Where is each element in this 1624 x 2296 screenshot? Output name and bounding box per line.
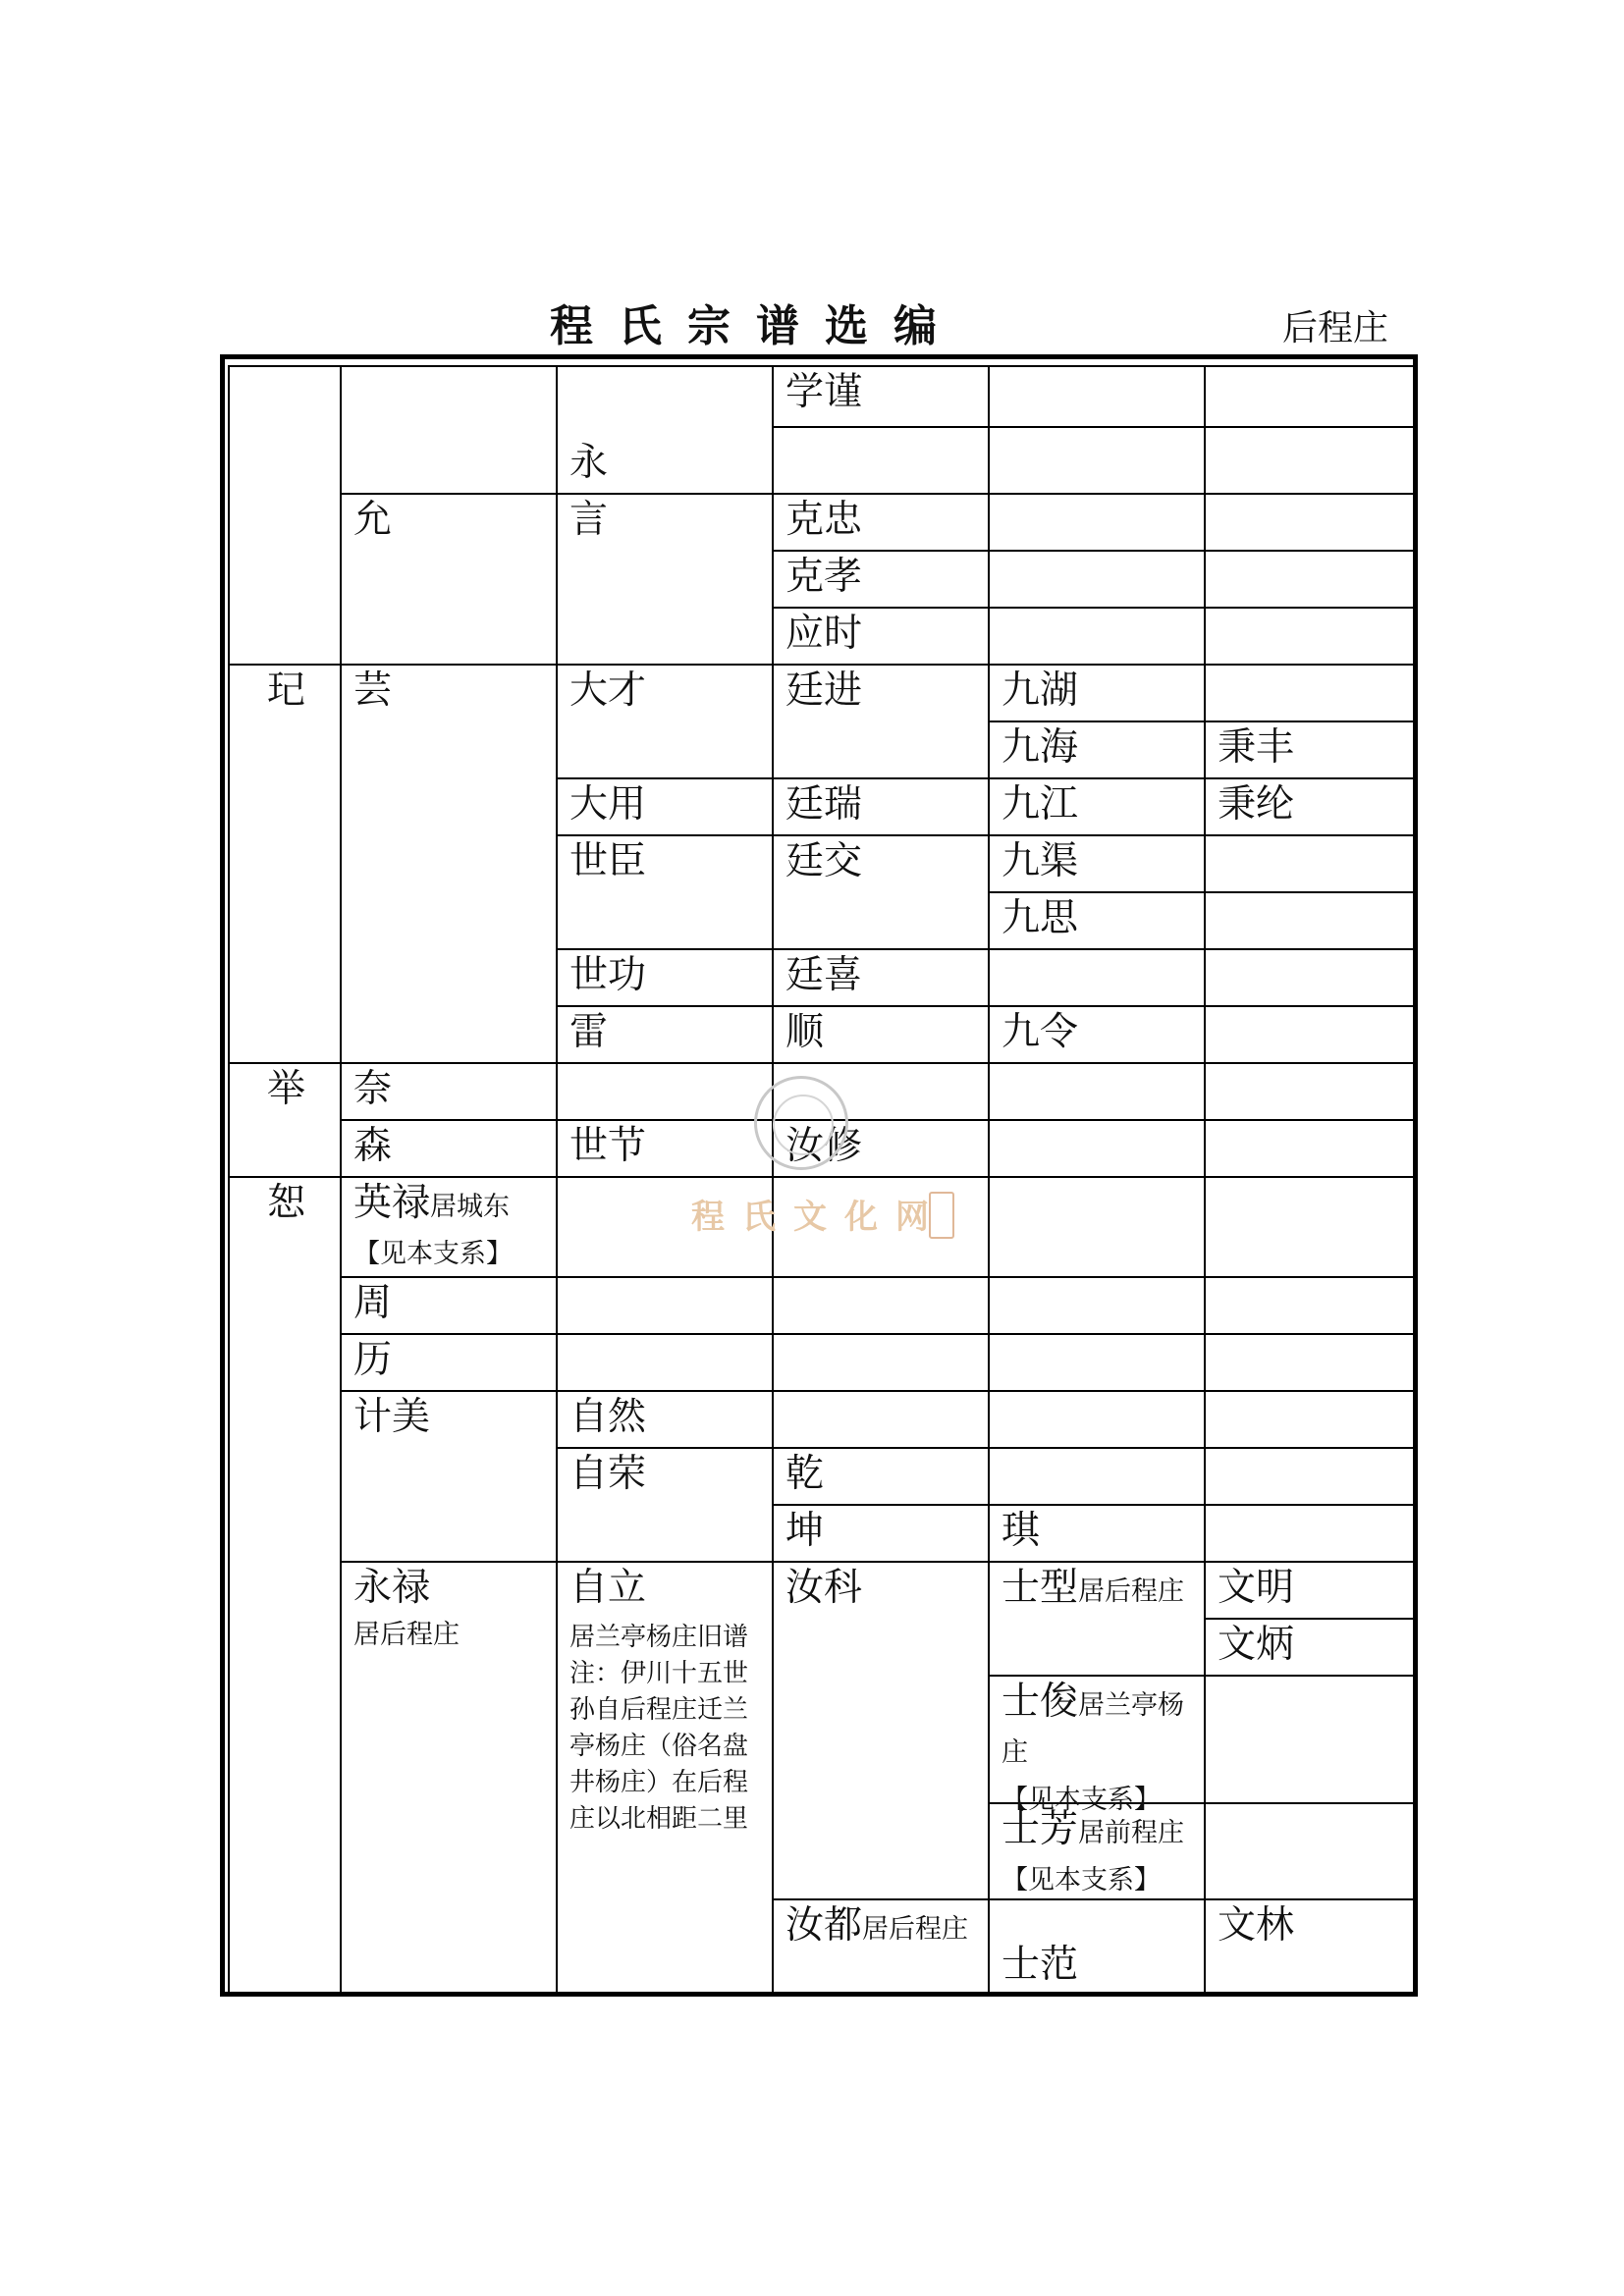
name-cell: 廷喜 bbox=[785, 953, 863, 997]
name-cell-rudu bbox=[772, 1898, 988, 1951]
name-cell: 森 bbox=[353, 1124, 393, 1168]
name-cell: 汝科 bbox=[785, 1566, 863, 1610]
name-cell-yonglu bbox=[340, 1561, 556, 1657]
name-cell: 九海 bbox=[1001, 725, 1079, 770]
person-name: 永禄 bbox=[353, 1566, 431, 1610]
residence-note: 居后程庄 bbox=[862, 1914, 969, 1945]
name-cell-shifang bbox=[988, 1802, 1204, 1902]
name-cell: 廷瑞 bbox=[785, 782, 863, 827]
name-cell: 玘 bbox=[267, 668, 306, 713]
name-cell: 大才 bbox=[569, 668, 647, 713]
name-cell: 世节 bbox=[569, 1124, 647, 1168]
name-cell: 大用 bbox=[569, 782, 647, 827]
name-cell: 九令 bbox=[1001, 1010, 1079, 1054]
name-cell: 廷进 bbox=[785, 668, 863, 713]
name-cell: 秉丰 bbox=[1218, 725, 1295, 770]
name-cell: 允 bbox=[353, 498, 393, 542]
name-cell: 文炳 bbox=[1218, 1623, 1295, 1667]
name-cell: 乾 bbox=[785, 1452, 825, 1496]
watermark-text: 程氏文化网 bbox=[691, 1198, 947, 1237]
name-cell: 举 bbox=[267, 1067, 306, 1111]
person-name: 汝都 bbox=[785, 1903, 863, 1948]
name-cell: 学谨 bbox=[785, 370, 863, 414]
residence-note: 居兰亭杨庄 bbox=[1001, 1690, 1185, 1768]
person-name: 士芳 bbox=[1001, 1807, 1079, 1851]
name-cell: 计美 bbox=[353, 1395, 431, 1439]
name-cell: 世臣 bbox=[569, 839, 647, 883]
name-cell-yinglu bbox=[340, 1176, 556, 1276]
page-title: 程氏宗谱选编 bbox=[550, 301, 962, 351]
grid-line bbox=[1204, 365, 1206, 1997]
name-cell: 自立 bbox=[569, 1566, 647, 1610]
name-cell: 九渠 bbox=[1001, 839, 1079, 883]
name-cell: 应时 bbox=[785, 612, 863, 656]
cross-reference-note: 【见本支系】 bbox=[1001, 1785, 1161, 1815]
name-cell: 克孝 bbox=[785, 555, 863, 599]
watermark-stamp-icon bbox=[929, 1192, 954, 1239]
residence-note: 居后程庄 bbox=[1078, 1576, 1185, 1607]
name-cell: 文林 bbox=[1218, 1903, 1295, 1948]
name-cell: 士范 bbox=[1001, 1943, 1079, 1987]
name-cell: 九湖 bbox=[1001, 668, 1079, 713]
name-cell: 言 bbox=[569, 498, 609, 542]
person-name: 士俊 bbox=[1001, 1680, 1079, 1724]
name-cell: 恕 bbox=[267, 1181, 306, 1225]
name-cell: 雷 bbox=[569, 1010, 609, 1054]
watermark-seal-icon bbox=[754, 1076, 848, 1170]
name-cell: 顺 bbox=[785, 1010, 825, 1054]
grid-line bbox=[228, 1995, 1416, 1997]
cross-reference-note: 【见本支系】 bbox=[353, 1239, 513, 1269]
grid-line bbox=[772, 426, 1416, 428]
name-cell: 汝修 bbox=[785, 1124, 863, 1168]
person-name: 英禄 bbox=[353, 1181, 431, 1225]
residence-note: 居前程庄【见本支系】 bbox=[1001, 1818, 1185, 1896]
name-cell: 克忠 bbox=[785, 498, 863, 542]
residence-note: 居后程庄 bbox=[353, 1620, 460, 1650]
name-cell: 坤 bbox=[785, 1509, 825, 1553]
name-cell: 自然 bbox=[569, 1395, 647, 1439]
name-cell: 自荣 bbox=[569, 1452, 647, 1496]
name-cell: 九思 bbox=[1001, 896, 1079, 940]
name-cell: 琪 bbox=[1001, 1509, 1041, 1553]
name-cell: 历 bbox=[353, 1338, 393, 1382]
name-cell: 世功 bbox=[569, 953, 647, 997]
name-cell: 周 bbox=[353, 1281, 393, 1325]
name-cell: 芸 bbox=[353, 668, 393, 713]
residence-note: 居城东 bbox=[430, 1192, 511, 1222]
grid-line bbox=[1414, 365, 1416, 1997]
name-cell: 奈 bbox=[353, 1067, 393, 1111]
village-name: 后程庄 bbox=[1282, 308, 1389, 348]
name-cell-shijun bbox=[988, 1675, 1204, 1822]
name-cell-shixing bbox=[988, 1561, 1204, 1614]
name-cell: 永 bbox=[569, 441, 609, 485]
migration-note: 居兰亭杨庄旧谱注：伊川十五世孙自后程庄迁兰亭杨庄（俗名盘井杨庄）在后程庄以北相距二里 bbox=[569, 1623, 749, 1834]
name-cell: 九江 bbox=[1001, 782, 1079, 827]
name-cell: 文明 bbox=[1218, 1566, 1295, 1610]
name-cell: 秉纶 bbox=[1218, 782, 1295, 827]
name-cell: 廷交 bbox=[785, 839, 863, 883]
person-name: 士型 bbox=[1001, 1566, 1079, 1610]
